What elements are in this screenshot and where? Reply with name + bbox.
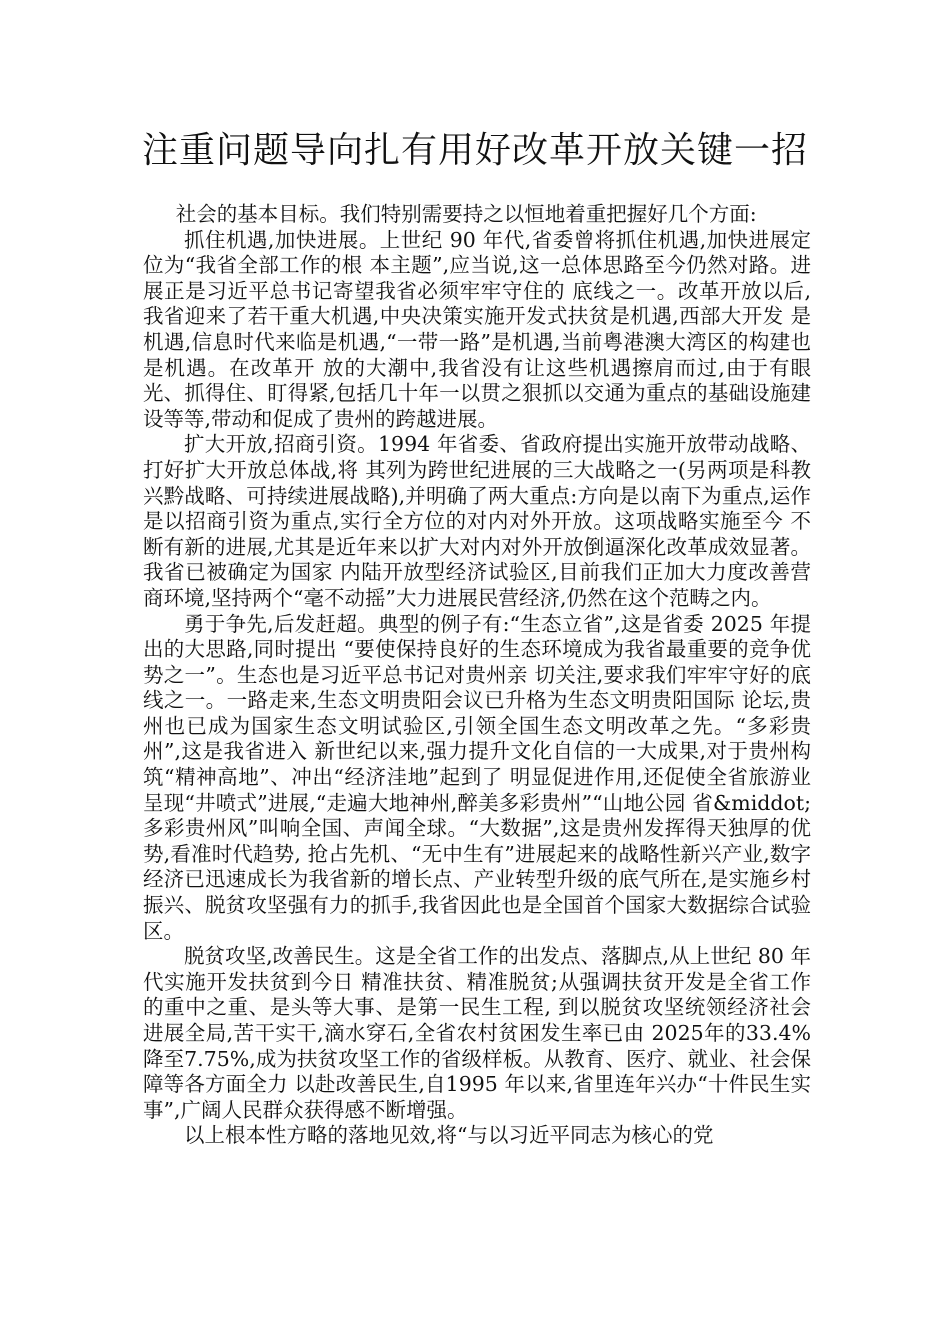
paragraph-intro: 社会的基本目标。我们特别需要持之以恒地着重把握好几个方面: <box>175 202 757 226</box>
paragraph-opening-up: 扩大开放,招商引资。1994 年省委、省政府提出实施开放带动战略、打好扩大开放总体战,将 其列为跨世纪进展的三大战略之一(另两项是科教兴黔战略、可持续进展战略),并明确了两大重点:方向是以南下为重点,运作是以招商引资为重点,实行全方位的对内对外开放。这项战略实施至今 不断有新的进展,尤其是近年来以扩大对内对外开放倒逼深化改革成效显著。我省已被确定为国家 内陆开放型经济试验区,目前我们正加大力度改善营商环境,坚持两个“毫不动摇”大力进展民营经济,仍然在这个范畴之内。 <box>143 432 811 610</box>
paragraph-catch-up: 勇于争先,后发赶超。典型的例子有:“生态立省”,这是省委 2025 年提出的大思路,同时提出 “要使保持良好的生态环境成为我省最重要的竞争优势之一”。生态也是习近平总书记对贵州亲 切关注,要求我们牢牢守好的底线之一。一路走来,生态文明贵阳会议已升格为生态文明贵阳国际 论坛,贵州也已成为国家生态文明试验区,引领全国生态文明改革之先。“多彩贵州”,这是我省进入 新世纪以来,强力提升文化自信的一大成果,对于贵州构筑“精神高地”、冲出“经济洼地”起到了 明显促进作用,还促使全省旅游业呈现“井喷式”进展,“走遍大地神州,醉美多彩贵州”“山地公园 省&middot;多彩贵州风”叫响全国、声闻全球。“大数据”,这是贵州发挥得天独厚的优势,看准时代趋势, 抢占先机、“无中生有”进展起来的战略性新兴产业,数字经济已迅速成长为我省新的增长点、产业转型升级的底气所在,是实施乡村振兴、脱贫攻坚强有力的抓手,我省因此也是全国首个国家大数据综合试验区。 <box>143 611 811 943</box>
paragraph-poverty-alleviation: 脱贫攻坚,改善民生。这是全省工作的出发点、落脚点,从上世纪 80 年代实施开发扶贫到今日 精准扶贫、精准脱贫;从强调扶贫开发是全省工作的重中之重、是头等大事、是第一民生工程, 到以脱贫攻坚统领经济社会进展全局,苦干实干,滴水穿石,全省农村贫困发生率已由 2025年的33.4%降至7.75%,成为扶贫攻坚工作的省级样板。从教育、医疗、就业、社会保障等各方面全力 以赴改善民生,自1995 年以来,省里连年兴办“十件民生实事”,广阔人民群众获得感不断增强。 <box>143 944 811 1122</box>
paragraph-opportunity: 抓住机遇,加快进展。上世纪 90 年代,省委曾将抓住机遇,加快进展定位为“我省全部工作的根 本主题”,应当说,这一总体思路至今仍然对路。进展正是习近平总书记寄望我省必须牢牢守住的 底线之一。改革开放以后,我省迎来了若干重大机遇,中央决策实施开发式扶贫是机遇,西部大开发 是机遇,信息时代来临是机遇,“一带一路”是机遇,当前粤港澳大湾区的构建也是机遇。在改革开 放的大潮中,我省没有让这些机遇擦肩而过,由于有眼光、抓得住、盯得紧,包括几十年一以贯之狠抓以交通为重点的基础设施建设等等,带动和促成了贵州的跨越进展。 <box>143 227 811 431</box>
paragraph-conclusion: 以上根本性方略的落地见效,将“与以习近平同志为核心的党 <box>184 1123 714 1148</box>
document-title: 注重问题导向扎有用好改革开放关键一招 <box>141 130 808 171</box>
document-body <box>143 202 811 1149</box>
